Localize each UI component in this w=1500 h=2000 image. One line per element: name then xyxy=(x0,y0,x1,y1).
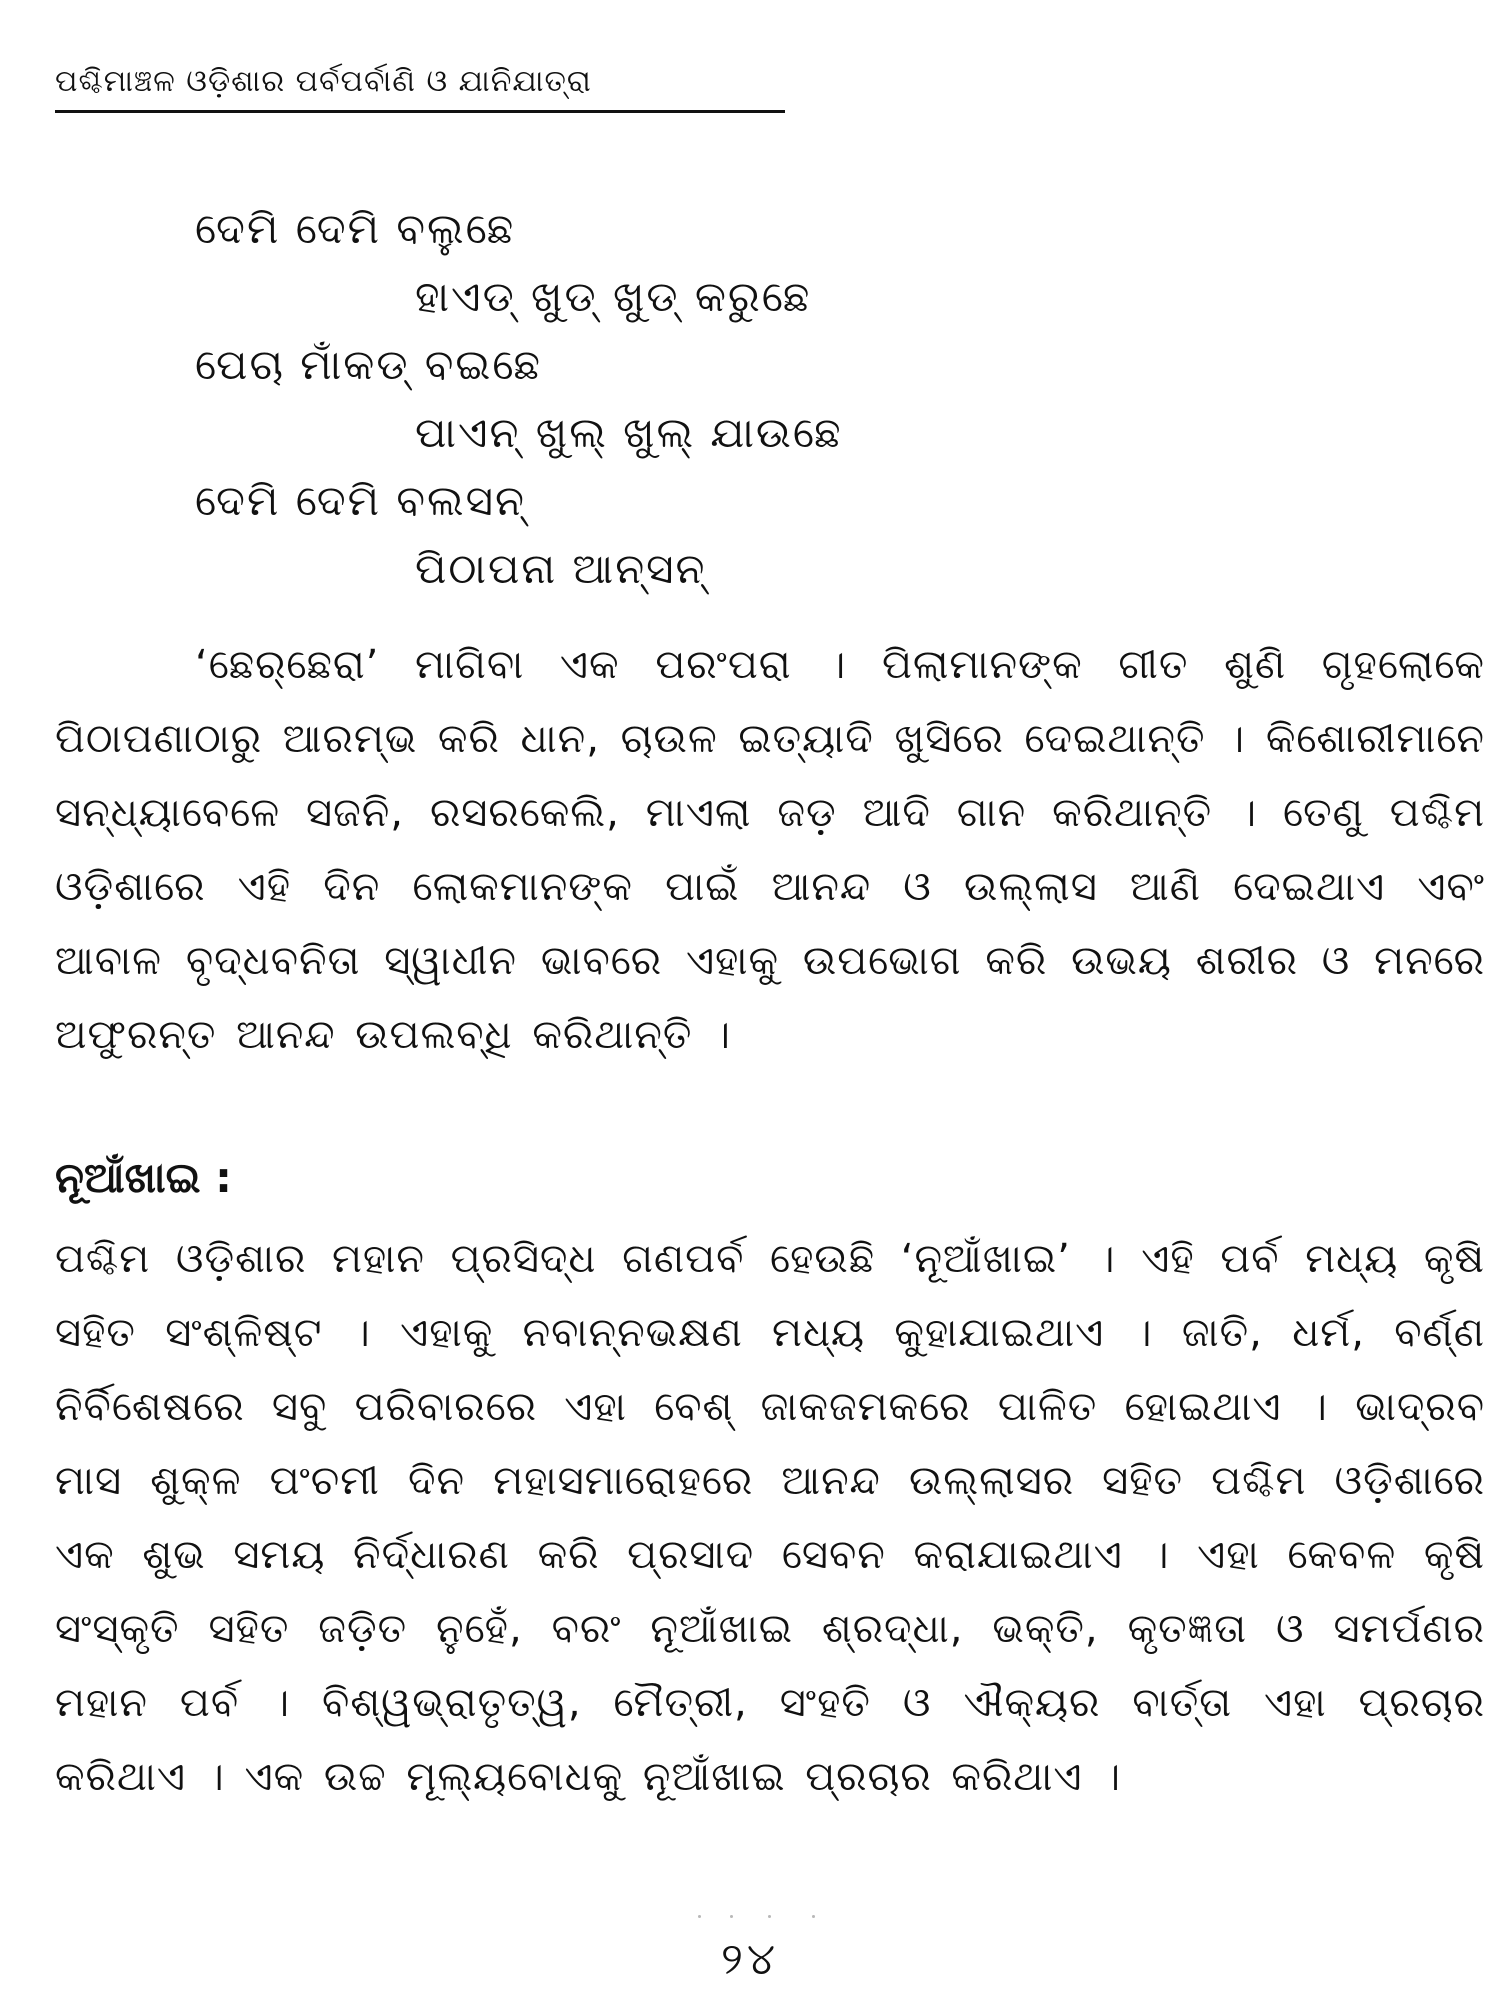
verse-line: ଦେମି ଦେମି ବଲୁଛେ xyxy=(195,204,516,253)
verse-line: ଦେମି ଦେମି ବଲସନ୍ xyxy=(195,476,526,525)
scan-artifact-dots xyxy=(690,1912,840,1920)
body-paragraph: ‘ଛେର୍‌ଛେରା’ ମାଗିବା ଏକ ପରଂପରା । ପିଲାମାନଙ୍କ ଗୀତ ଶୁଣି ଗୃହଲୋକେ ପିଠାପଣାଠାରୁ ଆରମ୍ଭ କରି ଧାନ, ଚାଉଳ ଇତ୍ୟାଦି ଖୁସିରେ ଦେଇଥାନ୍ତି । କିଶୋରୀମାନେ ସନ୍ଧ୍ୟାବେଳେ ସଜନି, ରସରକେଲି, ମାଏଲା ଜଡ଼ ଆଦି ଗାନ କରିଥାନ୍ତି । ତେଣୁ ପଶ୍ଚିମ ଓଡ଼ିଶାରେ ଏହି ଦିନ ଲୋକମାନଙ୍କ ପାଇଁ ଆନନ୍ଦ ଓ ଉଲ୍ଲାସ ଆଣି ଦେଇଥାଏ ଏବଂ ଆବାଳ ବୃଦ୍ଧବନିତା ସ୍ୱାଧୀନ ଭାବରେ ଏହାକୁ ଉପଭୋଗ କରି ଉଭୟ ଶରୀର ଓ ମନରେ ଅଫୁରନ୍ତ ଆନନ୍ଦ ଉପଲବ୍ଧି କରିଥାନ୍ତି । xyxy=(55,642,1485,1058)
verse-line-indented: ହାଏଡ୍ ଖୁଡ୍ ଖୁଡ୍ କରୁଛେ xyxy=(415,272,812,321)
section-heading: ନୂଆଁଖାଇ : xyxy=(55,1153,232,1202)
verse-block xyxy=(0,195,1500,603)
verse-line-indented: ପିଠାପନା ଆନ୍‌ସନ୍ xyxy=(415,544,707,593)
section-paragraph: ପଶ୍ଚିମ ଓଡ଼ିଶାର ମହାନ ପ୍ରସିଦ୍ଧ ଗଣପର୍ବ ହେଉଛି ‘ନୂଆଁଖାଇ’ । ଏହି ପର୍ବ ମଧ୍ୟ କୃଷି ସହିତ ସଂଶ୍ଳିଷ୍ଟ । ଏହାକୁ ନବାନ୍ନଭକ୍ଷଣ ମଧ୍ୟ କୁହାଯାଇଥାଏ । ଜାତି, ଧର୍ମ, ବର୍ଣ୍ଣ ନିର୍ବିଶେଷରେ ସବୁ ପରିବାରରେ ଏହା ବେଶ୍ ଜାକଜମକରେ ପାଳିତ ହୋଇଥାଏ । ଭାଦ୍ରବ ମାସ ଶୁକ୍ଳ ପଂଚମୀ ଦିନ ମହାସମାରୋହରେ ଆନନ୍ଦ ଉଲ୍ଲାସର ସହିତ ପଶ୍ଚିମ ଓଡ଼ିଶାରେ ଏକ ଶୁଭ ସମୟ ନିର୍ଦ୍ଧାରଣ କରି ପ୍ରସାଦ ସେବନ କରାଯାଇଥାଏ । ଏହା କେବଳ କୃଷି ସଂସ୍କୃତି ସହିତ ଜଡ଼ିତ ନୁହେଁ, ବରଂ ନୂଆଁଖାଇ ଶ୍ରଦ୍ଧା, ଭକ୍ତି, କୃତଜ୍ଞତା ଓ ସମର୍ପଣର ମହାନ ପର୍ବ । ବିଶ୍ୱଭ୍ରାତୃତ୍ୱ, ମୈତ୍ରୀ, ସଂହତି ଓ ଐକ୍ୟର ବାର୍ତ୍ତା ଏହା ପ୍ରଚାର କରିଥାଏ । ଏକ ଉଚ୍ଚ ମୂଲ୍ୟବୋଧକୁ ନୂଆଁଖାଇ ପ୍ରଚାର କରିଥାଏ । xyxy=(55,1236,1485,1800)
verse-line-indented: ପାଏନ୍ ଖୁଲ୍ ଖୁଲ୍ ଯାଉଛେ xyxy=(415,408,843,457)
running-header: ପଶ୍ଚିମାଞ୍ଚଳ ଓଡ଼ିଶାର ପର୍ବପର୍ବାଣି ଓ ଯାନିଯାତ୍ରା xyxy=(55,60,785,113)
verse-line: ପେଚା ମାଁକଡ୍ ବଇଛେ xyxy=(195,340,543,389)
page-number: ୨୪ xyxy=(720,1934,780,1985)
